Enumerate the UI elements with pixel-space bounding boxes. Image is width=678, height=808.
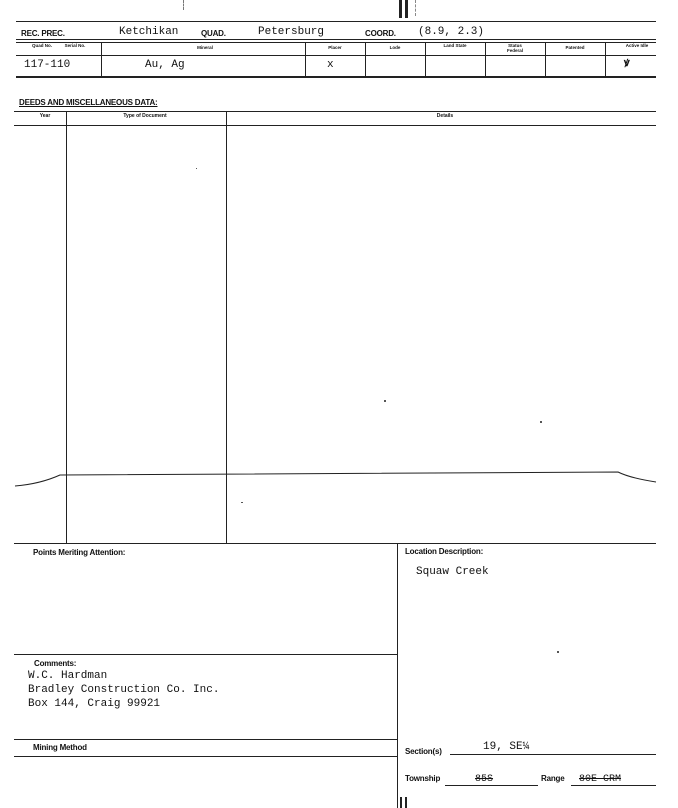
top-tick-mark	[183, 0, 184, 10]
location-description-label: Location Description:	[405, 547, 484, 556]
mining-method-top-rule	[14, 739, 397, 740]
binding-mark-2	[405, 0, 408, 18]
comments-line-2: Bradley Construction Co. Inc.	[28, 684, 220, 696]
mining-method-rule	[14, 756, 397, 757]
col-divider-1	[101, 42, 102, 77]
rec-prec-label: REC. PREC.	[21, 29, 65, 38]
header-underline	[16, 39, 656, 40]
record-table-header-rule	[16, 55, 656, 56]
section-value: 19, SE¼	[483, 741, 530, 753]
col-divider-3	[365, 42, 366, 77]
bottom-binding-mark-2	[405, 797, 407, 808]
active-idle-value: ꝟ	[624, 58, 630, 70]
quad-value: Petersburg	[258, 26, 325, 38]
comments-line-1: W.C. Hardman	[28, 670, 108, 682]
speck	[196, 168, 197, 169]
range-value: 80E CRM	[579, 774, 622, 785]
col-divider-6	[545, 42, 546, 77]
comments-line-3: Box 144, Craig 99921	[28, 698, 161, 710]
col-header-patented: Patented	[565, 45, 585, 50]
col-header-active-idle: Active Idle	[625, 43, 649, 48]
location-description-value: Squaw Creek	[416, 566, 489, 578]
record-table-bottom	[16, 76, 656, 78]
section-underline	[450, 754, 656, 755]
deeds-header-rule	[14, 125, 656, 126]
township-underline	[445, 785, 538, 786]
quad-label: QUAD.	[201, 29, 226, 38]
quad-serial-value: 117-110	[24, 59, 71, 71]
township-label: Township	[405, 774, 441, 783]
deeds-col-details: Details	[436, 113, 454, 119]
speck	[384, 400, 386, 402]
speck	[241, 502, 243, 503]
deeds-title: DEEDS AND MISCELLANEOUS DATA:	[19, 98, 158, 107]
deeds-col-year: Year	[39, 113, 51, 119]
binding-mark	[399, 0, 402, 18]
mining-method-label: Mining Method	[33, 743, 87, 752]
deeds-col-type: Type of Document	[123, 113, 167, 119]
col-header-serial-no: Serial No.	[64, 43, 86, 48]
comments-top-rule	[14, 654, 397, 655]
speck	[557, 651, 559, 653]
col-header-mineral: Mineral	[197, 45, 213, 50]
points-meriting-attention-label: Points Meriting Attention:	[33, 548, 126, 557]
col-header-land-state: Land State	[443, 43, 467, 48]
township-value: 85S	[475, 774, 494, 785]
coord-value: (8.9, 2.3)	[418, 26, 485, 38]
mineral-value: Au, Ag	[145, 59, 185, 71]
col-header-quad-no: Quad No.	[32, 43, 52, 48]
lower-section-top-rule	[14, 543, 656, 544]
range-underline	[571, 785, 656, 786]
placer-value: x	[327, 59, 334, 71]
deeds-top-rule	[14, 111, 656, 112]
col-divider-5	[485, 42, 486, 77]
bottom-binding-mark	[400, 797, 402, 808]
rec-prec-value: Ketchikan	[119, 26, 179, 38]
speck	[540, 421, 542, 423]
col-divider-4	[425, 42, 426, 77]
col-divider-2	[305, 42, 306, 77]
comments-label: Comments:	[34, 659, 77, 668]
coord-label: COORD.	[365, 29, 396, 38]
fold-line	[0, 466, 678, 496]
range-label: Range	[541, 774, 565, 783]
lower-section-divider	[397, 543, 398, 808]
col-header-lode: Lode	[389, 45, 401, 50]
section-label: Section(s)	[405, 747, 442, 756]
col-divider-7	[605, 42, 606, 77]
col-header-placer: Placer	[328, 45, 342, 50]
binding-mark-dash	[415, 0, 416, 16]
record-table-top	[16, 42, 656, 43]
header-top-rule	[16, 21, 656, 22]
col-header-status-federal: Status Federal	[506, 43, 523, 53]
